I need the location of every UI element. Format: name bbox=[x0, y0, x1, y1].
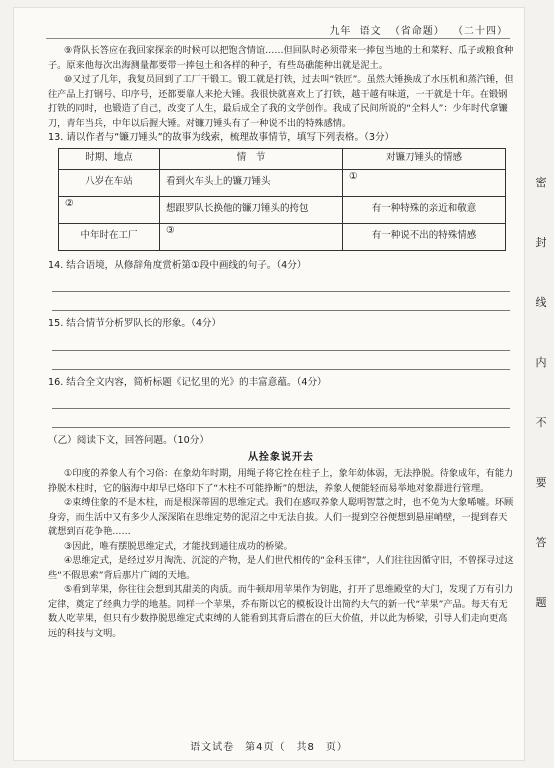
question-15: 15. 结合情节分析罗队长的形象。（4分） bbox=[48, 318, 222, 329]
question-16: 16. 结合全文内容，简析标题《记忆里的光》的丰富意蕴。（4分） bbox=[48, 376, 327, 388]
table-row bbox=[59, 196, 506, 223]
header-grade: 九年 bbox=[329, 26, 352, 37]
table-row bbox=[59, 169, 506, 196]
article-paragraph: ①印度的养象人有个习俗：在象幼年时期，用绳子将它拴在柱子上，象年幼体弱，无法挣脱。待象成年，有能力挣脱木柱时，它的脑海中却早已烙印下了“木柱不可能挣断”的想法，养象人便能轻而易举地对象群进行管理。 bbox=[48, 468, 514, 494]
table-cell: 想跟罗队长换他的镰刀锤头的挎包 bbox=[160, 196, 343, 223]
answer-line[interactable] bbox=[52, 292, 510, 311]
seal-char: 封 bbox=[535, 236, 547, 249]
table-cell: 有一种说不出的特殊情感 bbox=[343, 223, 506, 250]
article-paragraph: ③因此，唯有摆脱思维定式，才能找到通往成功的桥梁。 bbox=[64, 540, 293, 552]
table-row bbox=[59, 223, 506, 250]
paragraph-9: ⑨背队长答应在我回家探亲的时候可以把饱含情谊……但回队时必须带来一捧包当地的土和菜籽、瓜子或粮食种子。原来他每次出海测量都要带一捧包土和各样的种子，有些岛礁能种出就是泥土。 bbox=[48, 45, 514, 71]
exam-page bbox=[14, 8, 524, 760]
table-cell: 看到火车头上的镰刀锤头 bbox=[160, 169, 343, 196]
answer-line[interactable] bbox=[52, 332, 510, 351]
table-cell: 有一种特殊的亲近和敬意 bbox=[343, 196, 506, 223]
seal-char: 内 bbox=[535, 356, 547, 369]
plot-table bbox=[58, 148, 506, 251]
header-rule bbox=[46, 38, 510, 39]
answer-blank-3[interactable]: ③ bbox=[160, 223, 343, 250]
article-title: 从拴象说开去 bbox=[248, 451, 314, 463]
article-paragraph: ④思维定式，是经过岁月淘洗、沉淀的产物，是人们世代相传的“金科玉律”，人们往往因循守旧，不曾探寻过这些“不假思索”背后那片广阔的天地。 bbox=[48, 555, 514, 581]
seal-line-notice bbox=[534, 176, 548, 656]
article-paragraph: ②束缚住象的不是木柱，而是根深蒂固的思维定式。我们在感叹养象人聪明智慧之时，也不免为大象唏嘘。环顾身旁，而生活中又有多少人深深陷在思维定势的泥沼之中无法自拔。人们一提到空谷便想到悬崖峭壁，一提到春天就想到百花争艳…… bbox=[48, 497, 514, 537]
question-13: 13. 请以作者与“镰刀锤头”的故事为线索，梳理故事情节，填写下列表格。（3分） bbox=[48, 132, 395, 143]
answer-line[interactable] bbox=[52, 273, 510, 292]
table-header: 情 节 bbox=[160, 148, 343, 169]
table-header: 时期、地点 bbox=[59, 148, 160, 169]
table-header-row bbox=[59, 148, 506, 169]
answer-blank-2[interactable]: ② bbox=[59, 196, 160, 223]
page-footer: 语文试卷 第4页（ 共8 页） bbox=[190, 742, 348, 753]
article-paragraph: ⑤看到苹果，你往往会想到其甜美的肉质。而牛顿却用苹果作为钥匙，打开了思维殿堂的大门，发现了万有引力定律，奠定了经典力学的地基。同样一个苹果，乔布斯以它的模板设计出简约大气的新一代“苹果”产品。每天有无数人吃苹果，但只有少数挣脱思维定式束缚的人能看到其背后潜在的巨大价值，并以此为桥梁，引导人们走向更高远的科技与文明。 bbox=[48, 584, 514, 639]
page-header bbox=[329, 22, 508, 37]
header-subject: 语文 bbox=[359, 26, 382, 37]
header-number: （二十四） bbox=[453, 26, 508, 37]
seal-char: 不 bbox=[535, 416, 547, 429]
seal-char: 题 bbox=[535, 596, 547, 609]
seal-char: 密 bbox=[535, 176, 547, 189]
table-header: 对镰刀锤头的情感 bbox=[343, 148, 506, 169]
seal-char: 答 bbox=[535, 536, 547, 549]
seal-char: 要 bbox=[535, 476, 547, 489]
paragraph-10: ⑩又过了几年，我复员回到了工厂干锻工。锻工就是打铁，过去叫“铁匠”。虽然大锤换成了水压机和蒸汽锤，但往产品上打钢号、印序号，还都要靠人来抡大锤。我很快就喜欢上了打铁，越干越有味道，一干就是十年。在锻钢打铁的同时，也锻造了自己，改变了人生，最后成全了我的文学创作。我成了民间所说的“全料人”：少年时代拿镰刀，青年当兵，中年以后握大锤。对镰刀锤头有了一种说不出的特殊感情。 bbox=[48, 74, 514, 129]
table-cell: 八岁在车站 bbox=[59, 169, 160, 196]
answer-blank-1[interactable]: ① bbox=[343, 169, 506, 196]
page-content bbox=[48, 44, 514, 641]
answer-line[interactable] bbox=[52, 351, 510, 370]
answer-line[interactable] bbox=[52, 390, 510, 409]
question-14: 14. 结合语境，从修辞角度赏析第①段中画线的句子。（4分） bbox=[48, 259, 307, 271]
answer-line[interactable] bbox=[52, 409, 510, 428]
table-cell: 中年时在工厂 bbox=[59, 223, 160, 250]
seal-char: 线 bbox=[535, 296, 547, 309]
part-b-intro: （乙）阅读下文，回答问题。（10分） bbox=[48, 435, 209, 446]
header-type: （省命题） bbox=[389, 26, 445, 37]
